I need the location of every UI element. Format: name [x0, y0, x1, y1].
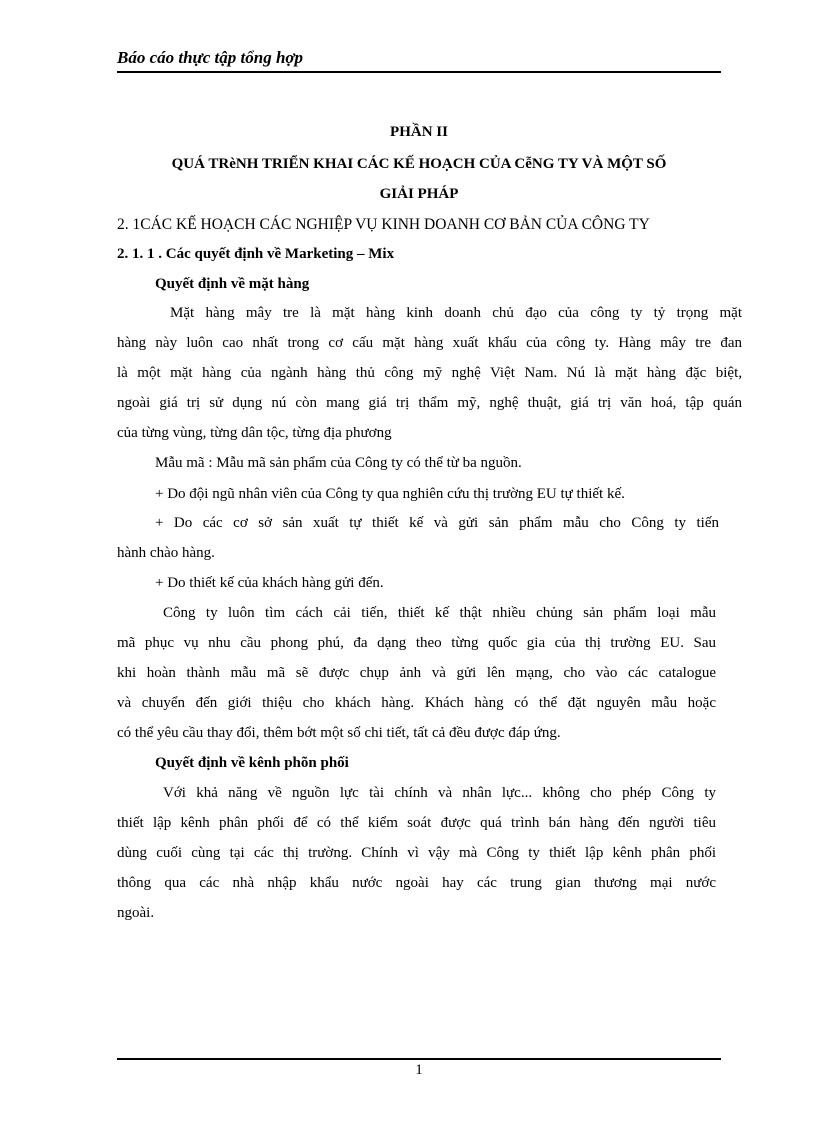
paragraph-line: + Do đội ngũ nhân viên của Công ty qua nghiên cứu thị trường EU tự thiết kế.: [155, 486, 625, 502]
paragraph-line: dùng cuối cùng tại các thị trường. Chính vì vậy mà Công ty thiết lập kênh phân phối: [117, 845, 716, 861]
paragraph-line: là một mặt hàng của ngành hàng thủ công mỹ nghệ Việt Nam. Nú là mặt hàng đặc biệt,: [117, 365, 742, 381]
paragraph-line: ngoài.: [117, 905, 155, 921]
paragraph-line: khi hoàn thành mẫu mã sẽ được chụp ảnh và gửi lên mạng, cho vào các catalogue: [117, 665, 716, 681]
paragraph-line: hàng này luôn cao nhất trong cơ cấu mặt hàng xuất khẩu của công ty. Hàng mây tre đan: [117, 335, 742, 351]
header-title: Báo cáo thực tập tổng hợp: [117, 48, 304, 67]
channel-heading: Quyết định về kênh phõn phối: [155, 755, 349, 771]
section-heading: 2. 1CÁC KẾ HOẠCH CÁC NGHIỆP VỤ KINH DOANH CƠ BẢN CỦA CÔNG TY: [117, 216, 650, 233]
paragraph-line: thiết lập kênh phân phối để có thể kiểm soát được quá trình bán hàng đến người tiêu: [117, 815, 716, 831]
paragraph-line: thông qua các nhà nhập khẩu nước ngoài hay các trung gian thương mại nước: [117, 875, 716, 891]
part-title-line1: QUÁ TRèNH TRIỂN KHAI CÁC KẾ HOẠCH CỦA CễNG TY VÀ MỘT SỐ: [171, 156, 667, 172]
part-label: PHẦN II: [390, 124, 448, 140]
product-heading: Quyết định về mặt hàng: [155, 276, 310, 292]
paragraph-line: + Do các cơ sở sản xuất tự thiết kế và gửi sản phẩm mẫu cho Công ty tiến: [155, 515, 719, 531]
paragraph-line: mã phục vụ nhu cầu phong phú, đa dạng theo từng quốc gia của thị trường EU. Sau: [117, 635, 716, 651]
paragraph-line: Với khả năng về nguồn lực tài chính và nhân lực... không cho phép Công ty: [163, 785, 716, 801]
part-title-line2: GIẢI PHÁP: [379, 186, 459, 202]
paragraph-line: hành chào hàng.: [117, 545, 215, 561]
paragraph-line: và chuyển đến giới thiệu cho khách hàng. Khách hàng có thể đặt nguyên mẫu hoặc: [117, 695, 716, 711]
paragraph-line: của từng vùng, từng dân tộc, từng địa phương: [117, 425, 392, 441]
paragraph-line: ngoài giá trị sử dụng nú còn mang giá trị thẩm mỹ, nghệ thuật, giá trị văn hoá, tập quán: [117, 395, 742, 411]
footer-rule: [117, 1058, 721, 1060]
header-rule: [117, 71, 721, 73]
section-subheading: 2. 1. 1 . Các quyết định về Marketing – Mix: [117, 246, 395, 262]
paragraph-line: Mẫu mã : Mẫu mã sản phẩm của Công ty có thể từ ba nguồn.: [155, 455, 522, 471]
paragraph-line: + Do thiết kế của khách hàng gửi đến.: [155, 575, 384, 591]
paragraph-line: Công ty luôn tìm cách cải tiến, thiết kế thật nhiều chủng sản phẩm loại mẫu: [163, 605, 716, 621]
page-number: 1: [415, 1062, 423, 1078]
paragraph-line: có thể yêu cầu thay đổi, thêm bớt một số chi tiết, tất cả đều được đáp ứng.: [117, 725, 561, 741]
paragraph-line: Mặt hàng mây tre là mặt hàng kinh doanh chủ đạo của công ty tỷ trọng mặt: [170, 305, 742, 321]
